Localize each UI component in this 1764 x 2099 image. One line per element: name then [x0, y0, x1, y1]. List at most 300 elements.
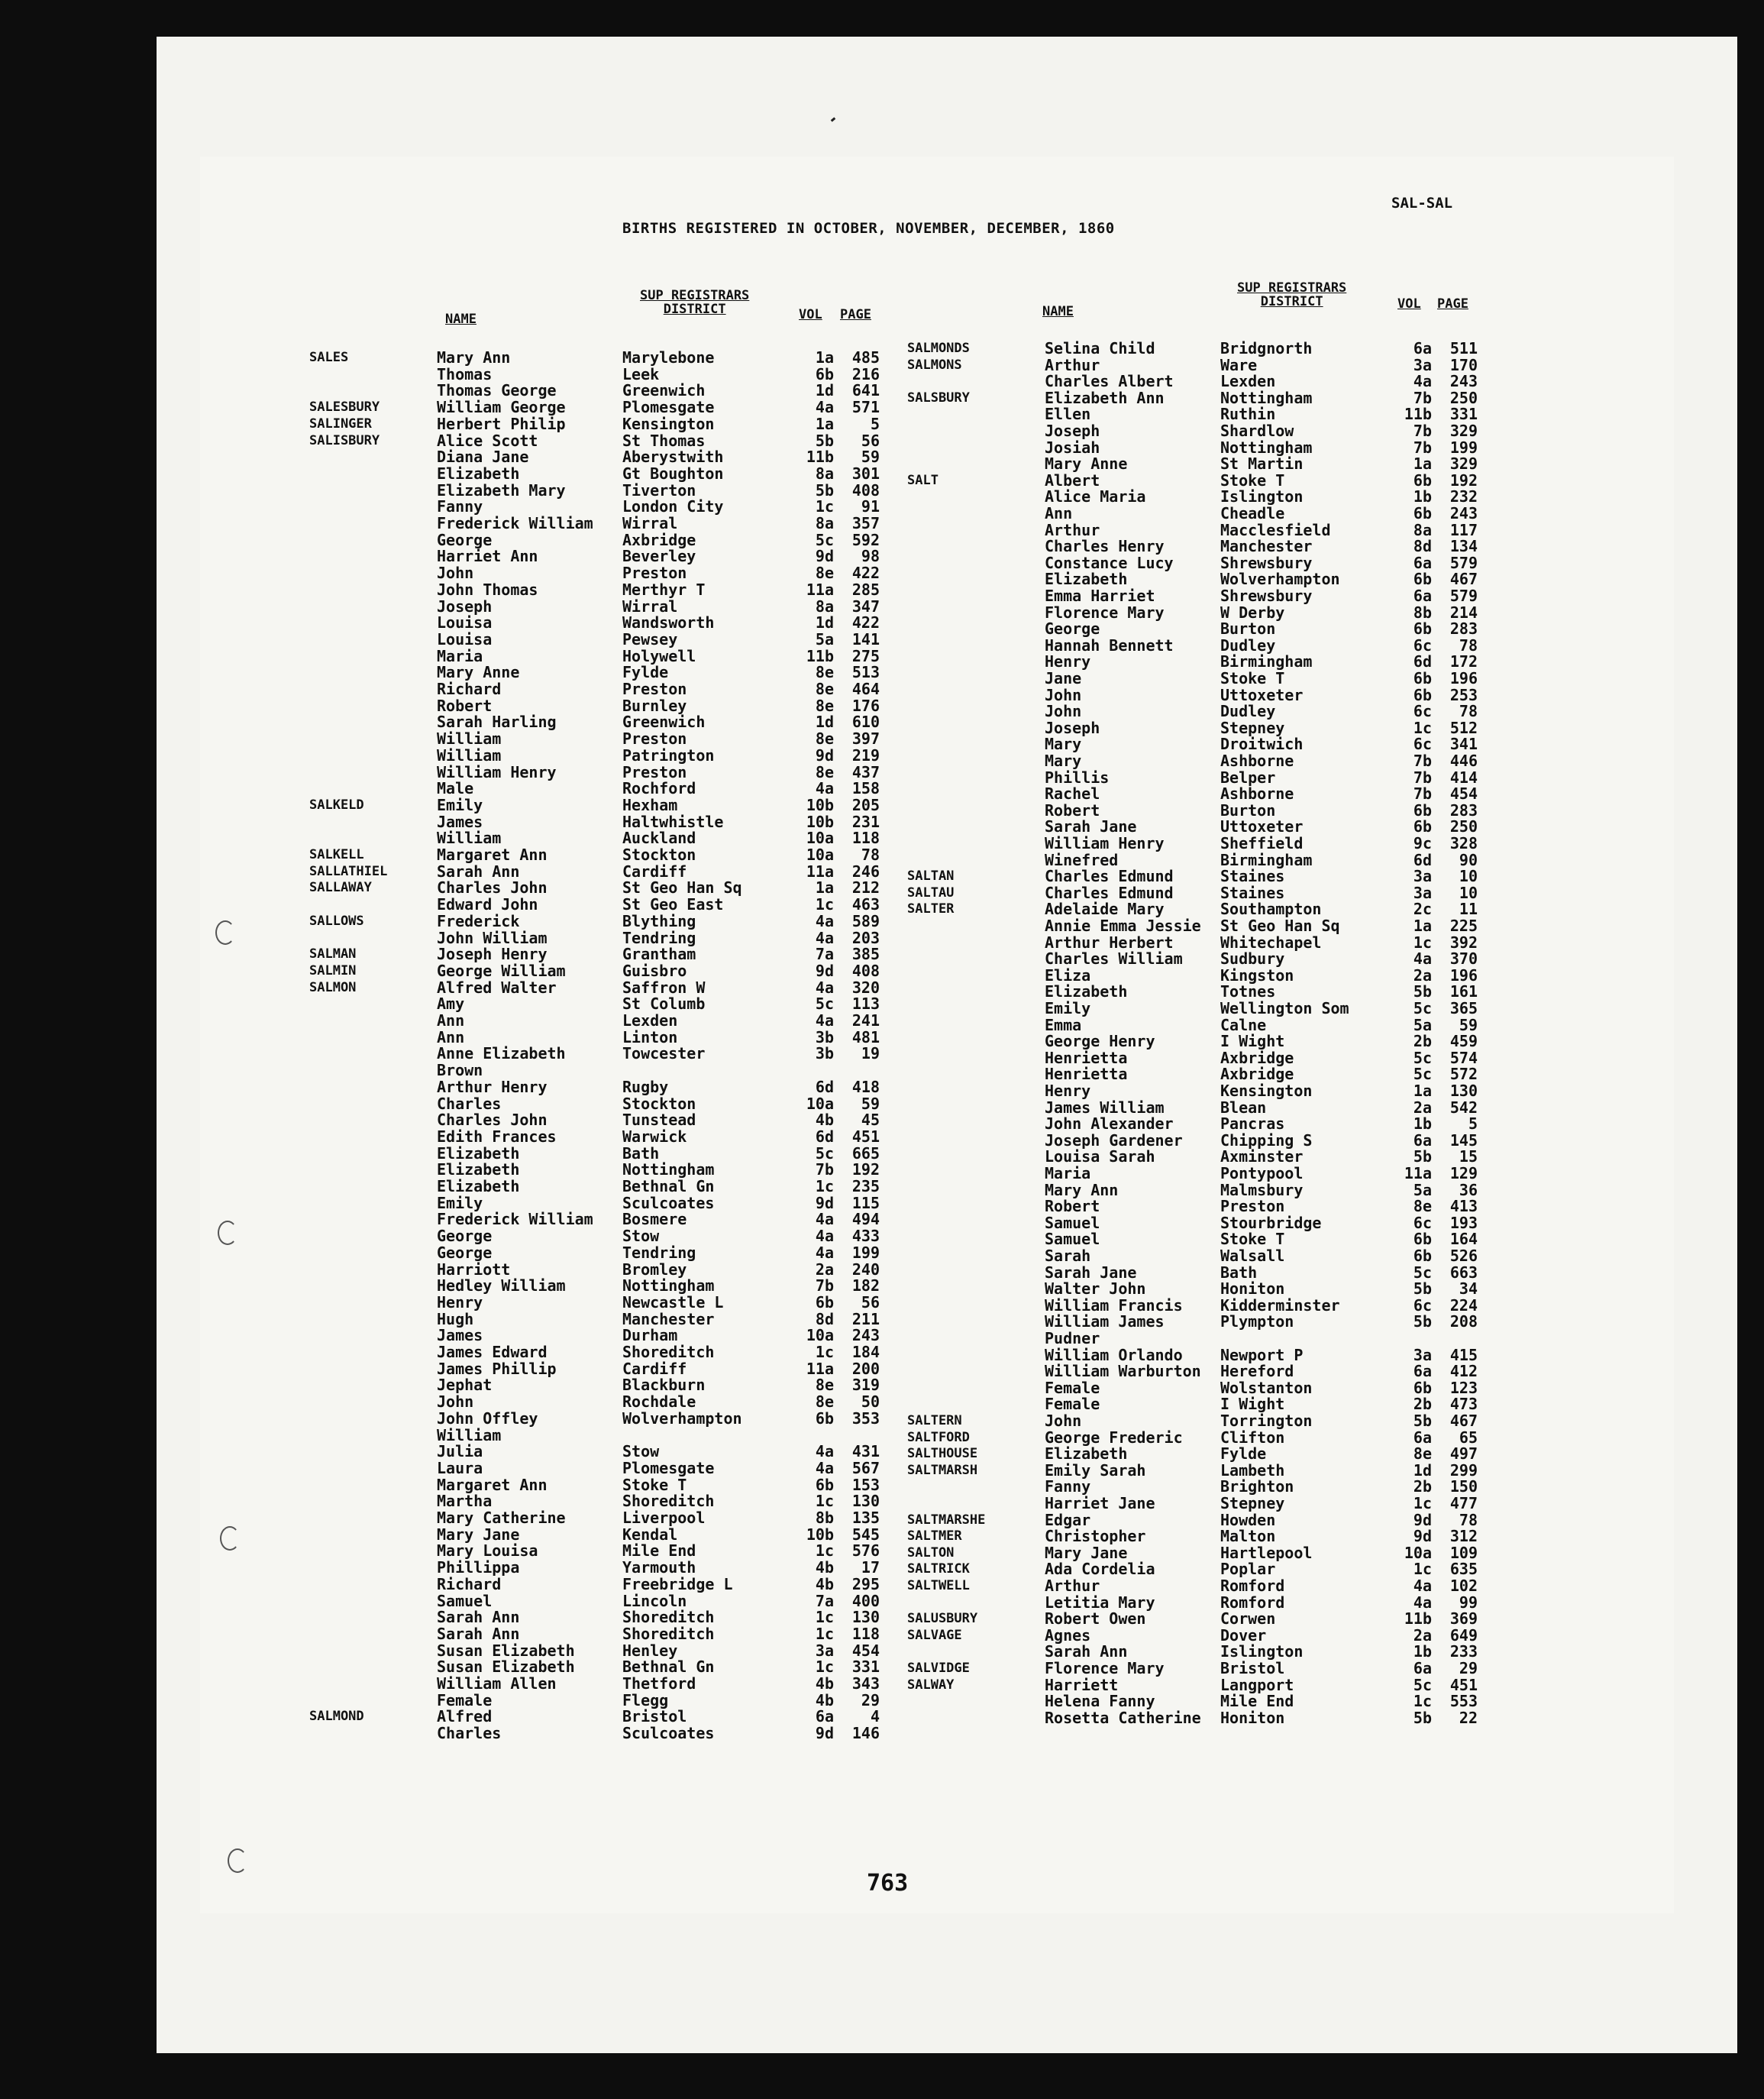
entry-forenames: Walter John — [1045, 1279, 1146, 1299]
entry-page-ref: 283 — [1449, 800, 1478, 820]
entry-page-ref: 512 — [1449, 718, 1478, 737]
entry-forenames: John — [437, 1392, 474, 1412]
entry-district: Walsall — [1220, 1247, 1285, 1265]
entry-forenames: Joseph Henry — [437, 945, 548, 964]
entry-forenames: Martha — [437, 1492, 493, 1511]
entry-forenames: William Henry — [1045, 834, 1165, 852]
entry-district: Tendring — [622, 1243, 696, 1262]
entry-volume: 8e — [815, 1392, 834, 1412]
entry-volume: 1c — [1413, 933, 1432, 952]
entry-forenames: Henrietta — [1045, 1048, 1128, 1067]
entry-forenames: Laura — [437, 1458, 483, 1477]
entry-volume: 4a — [815, 978, 834, 997]
entry-forenames: Robert — [437, 696, 493, 715]
right-district-header — [1237, 281, 1346, 309]
entry-page-ref: 208 — [1449, 1312, 1478, 1331]
entry-district: Plomesgate — [622, 398, 715, 417]
entry-volume: 7b — [1413, 388, 1432, 407]
entry-forenames: Anne Elizabeth — [437, 1044, 566, 1063]
entry-page-ref: 329 — [1449, 422, 1478, 440]
entry-surname: SALTFORD — [907, 1429, 970, 1445]
entry-district: Wolverhampton — [1220, 570, 1340, 589]
entry-volume: 7b — [815, 1160, 834, 1179]
entry-district: St Columb — [622, 995, 706, 1014]
entry-volume: 6a — [815, 1707, 834, 1726]
entry-forenames: William George — [437, 398, 566, 417]
entry-district: Holywell — [622, 646, 696, 665]
entry-district: Newcastle L — [622, 1292, 724, 1311]
entry-page-ref: 400 — [851, 1591, 880, 1610]
entry-page-ref: 485 — [851, 348, 880, 367]
entry-district: Henley — [622, 1641, 678, 1660]
entry-volume: 1c — [1413, 1494, 1432, 1512]
entry-district: Cardiff — [622, 1359, 687, 1378]
entry-page-ref: 56 — [861, 1292, 880, 1311]
entry-forenames: Sarah Ann — [437, 862, 520, 881]
entry-district: Burton — [1220, 800, 1276, 820]
entry-district: Stourbridge — [1220, 1213, 1322, 1232]
entry-volume: 11b — [1404, 1609, 1432, 1628]
entry-page-ref: 353 — [851, 1408, 880, 1428]
entry-page-ref: 59 — [861, 1094, 880, 1113]
entry-volume: 11a — [806, 862, 834, 881]
entry-volume: 1c — [815, 1343, 834, 1361]
entry-volume: 8e — [815, 1376, 834, 1395]
entry-forenames: Joseph — [437, 597, 493, 616]
entry-volume: 6b — [1413, 570, 1432, 589]
entry-district: Wandsworth — [622, 613, 715, 632]
entry-forenames: Sarah Harling — [437, 713, 557, 732]
entry-volume: 4b — [815, 1674, 834, 1693]
entry-volume: 8e — [815, 762, 834, 781]
entry-forenames: George — [437, 530, 493, 549]
entry-volume: 9d — [815, 547, 834, 566]
entry-page-ref: 553 — [1449, 1692, 1478, 1711]
entry-district: Nottingham — [1220, 388, 1313, 407]
entry-district: Wirral — [622, 597, 678, 616]
entry-volume: 6b — [1413, 669, 1432, 687]
entry-volume: 4a — [815, 1458, 834, 1477]
entry-page-ref: 59 — [1459, 1015, 1478, 1034]
entry-district: Mile End — [622, 1541, 696, 1561]
entry-page-ref: 15 — [1459, 1147, 1478, 1166]
entry-district: Hexham — [622, 795, 678, 814]
entry-district: Torrington — [1220, 1412, 1313, 1430]
entry-forenames: Elizabeth Mary — [437, 480, 566, 500]
entry-volume: 6b — [1413, 685, 1432, 704]
entry-district: Grantham — [622, 945, 696, 964]
entry-volume: 9d — [815, 961, 834, 980]
entry-forenames: Jephat — [437, 1376, 493, 1395]
entry-forenames: Sarah Ann — [437, 1624, 520, 1643]
entry-forenames: Female — [1045, 1395, 1100, 1414]
entry-forenames: Charles Albert — [1045, 372, 1174, 391]
entry-page-ref: 464 — [851, 680, 880, 698]
entry-volume: 4a — [815, 1442, 834, 1461]
entry-forenames: Letitia Mary — [1045, 1593, 1155, 1612]
entry-district: Staines — [1220, 883, 1285, 902]
entry-volume: 6b — [815, 364, 834, 383]
entry-page-ref: 497 — [1449, 1444, 1478, 1463]
entry-district: Kensington — [1220, 1082, 1313, 1100]
entry-volume: 6a — [1413, 1130, 1432, 1150]
entry-district: Burton — [1220, 619, 1276, 639]
entry-district: Kendal — [622, 1525, 678, 1544]
entry-district: Birmingham — [1220, 850, 1313, 869]
entry-volume: 8e — [1413, 1444, 1432, 1463]
entry-surname: SALTHOUSE — [907, 1446, 978, 1462]
entry-page-ref: 341 — [1449, 735, 1478, 754]
entry-district: Chipping S — [1220, 1130, 1313, 1150]
entry-district: Preston — [622, 762, 687, 781]
entry-forenames: James Phillip — [437, 1359, 557, 1378]
entry-district: Malton — [1220, 1527, 1276, 1546]
entry-volume: 1a — [1413, 917, 1432, 935]
entry-page-ref: 29 — [861, 1690, 880, 1709]
entry-forenames: Henry — [437, 1292, 483, 1311]
entry-district: Preston — [622, 729, 687, 749]
entry-forenames: Margaret Ann — [437, 846, 548, 864]
entry-volume: 4a — [1413, 1577, 1432, 1595]
entry-district: Uttoxeter — [1220, 817, 1304, 836]
entry-page-ref: 408 — [851, 961, 880, 980]
entry-volume: 1d — [815, 613, 834, 632]
entry-district: Nottingham — [1220, 438, 1313, 457]
entry-forenames: Sarah Jane — [1045, 817, 1137, 836]
entry-volume: 6d — [1413, 850, 1432, 869]
entry-forenames: John — [1045, 1412, 1082, 1430]
entry-forenames: Mary Ann — [437, 348, 511, 367]
entry-district: Rochdale — [622, 1392, 696, 1412]
entry-forenames: John — [1045, 702, 1082, 721]
entry-volume: 4b — [815, 1574, 834, 1593]
entry-forenames: Jane — [1045, 669, 1082, 687]
entry-district: Macclesfield — [1220, 520, 1331, 539]
entry-volume: 3a — [1413, 1345, 1432, 1364]
entry-forenames: Elizabeth — [437, 1143, 520, 1163]
entry-forenames: John Offley — [437, 1408, 538, 1428]
entry-page-ref: 275 — [851, 646, 880, 665]
entry-district: Uttoxeter — [1220, 685, 1304, 704]
entry-forenames: Thomas — [437, 364, 493, 383]
entry-volume: 7b — [1413, 438, 1432, 457]
entry-page-ref: 98 — [861, 547, 880, 566]
entry-forenames: Edward John — [437, 895, 538, 914]
entry-forenames: Louisa — [437, 629, 493, 648]
entry-district: Towcester — [622, 1044, 706, 1063]
entry-page-ref: 170 — [1449, 355, 1478, 374]
entry-volume: 9d — [815, 1193, 834, 1212]
entry-forenames: William Warburton — [1045, 1362, 1201, 1381]
entry-forenames: George William — [437, 961, 566, 980]
entry-forenames: Harriet Jane — [1045, 1494, 1155, 1512]
entry-forenames: Alice Maria — [1045, 487, 1146, 506]
entry-surname: SALTMARSHE — [907, 1512, 986, 1528]
entry-district: Sudbury — [1220, 949, 1285, 969]
entry-forenames: Joseph Gardener — [1045, 1130, 1183, 1150]
entry-surname: SALINGER — [309, 416, 372, 432]
entry-district: Stepney — [1220, 718, 1285, 737]
entry-forenames: Alfred Walter — [437, 978, 557, 997]
entry-page-ref: 451 — [1449, 1675, 1478, 1694]
entry-district: Honiton — [1220, 1708, 1285, 1727]
entry-forenames: Louisa — [437, 613, 493, 632]
entry-forenames: Elizabeth — [437, 464, 520, 483]
entry-page-ref: 231 — [851, 812, 880, 831]
punch-hole-mark — [220, 1526, 240, 1551]
entry-page-ref: 146 — [851, 1724, 880, 1743]
district-header-line1: SUP REGISTRARS — [1237, 280, 1347, 296]
entry-page-ref: 545 — [851, 1525, 880, 1544]
entry-forenames: Alfred — [437, 1707, 493, 1726]
entry-forenames: Mary Anne — [1045, 454, 1128, 474]
entry-volume: 8a — [815, 597, 834, 616]
entry-volume: 6a — [1413, 339, 1432, 357]
entry-volume: 5a — [815, 629, 834, 648]
entry-district: Shoreditch — [622, 1492, 715, 1511]
entry-forenames: Julia — [437, 1442, 483, 1461]
entry-forenames: Richard — [437, 1574, 502, 1593]
entry-page-ref: 250 — [1449, 388, 1478, 407]
entry-district: Liverpool — [622, 1509, 706, 1527]
entry-volume: 1c — [1413, 718, 1432, 737]
entry-volume: 1a — [815, 414, 834, 433]
entry-district: Corwen — [1220, 1609, 1276, 1628]
entry-district: Lexden — [1220, 372, 1276, 391]
entry-surname: SALTER — [907, 901, 955, 917]
entry-district: Whitechapel — [1220, 933, 1322, 952]
entry-volume: 5b — [815, 480, 834, 500]
entry-page-ref: 576 — [851, 1541, 880, 1561]
entry-volume: 6b — [1413, 504, 1432, 522]
entry-forenames: William — [437, 829, 502, 848]
entry-page-ref: 467 — [1449, 1412, 1478, 1430]
entry-volume: 1c — [1413, 1692, 1432, 1711]
entry-forenames: Sarah Ann — [437, 1608, 520, 1627]
entry-forenames: Christopher — [1045, 1527, 1146, 1546]
entry-page-ref: 10 — [1459, 883, 1478, 902]
entry-volume: 1d — [815, 381, 834, 400]
entry-volume: 3a — [1413, 355, 1432, 374]
entry-volume: 1a — [815, 348, 834, 367]
entry-page-ref: 240 — [851, 1260, 880, 1279]
entry-forenames: Elizabeth Ann — [1045, 388, 1165, 407]
page-number: 763 — [867, 1870, 909, 1897]
entry-district: Blything — [622, 911, 696, 930]
entry-district: Lincoln — [622, 1591, 687, 1610]
entry-volume: 4a — [815, 1227, 834, 1246]
entry-volume: 5b — [1413, 1312, 1432, 1331]
entry-surname: SALLATHIEL — [309, 863, 388, 879]
entry-page-ref: 199 — [851, 1243, 880, 1262]
entry-page-ref: 115 — [851, 1193, 880, 1212]
entry-page-ref: 635 — [1449, 1560, 1478, 1579]
entry-page-ref: 567 — [851, 1458, 880, 1477]
entry-page-ref — [1436, 1330, 1478, 1347]
entry-district: Bosmere — [622, 1210, 687, 1229]
entry-surname: SALTAU — [907, 885, 955, 901]
entry-volume: 5c — [815, 995, 834, 1014]
entry-page-ref — [838, 1062, 880, 1079]
entry-page-ref: 145 — [1449, 1130, 1478, 1150]
entry-forenames: George Henry — [1045, 1032, 1155, 1051]
entry-forenames: George — [437, 1243, 493, 1262]
entry-forenames: James William — [1045, 1098, 1165, 1117]
entry-forenames: John — [1045, 685, 1082, 704]
entry-district: Dudley — [1220, 636, 1276, 655]
entry-district: Sculcoates — [622, 1724, 715, 1743]
entry-district: Clifton — [1220, 1428, 1285, 1447]
entry-forenames: Hedley William — [437, 1276, 566, 1295]
entry-forenames: Arthur — [1045, 1577, 1100, 1595]
entry-district: Saffron W — [622, 978, 706, 997]
entry-surname: SALUSBURY — [907, 1611, 978, 1627]
entry-district: Wellington Som — [1220, 999, 1349, 1017]
entry-page-ref: 56 — [861, 431, 880, 450]
entry-volume — [799, 1427, 834, 1444]
entry-forenames: Louisa Sarah — [1045, 1147, 1155, 1166]
entry-forenames: Charles Henry — [1045, 537, 1165, 556]
entry-volume: 11b — [806, 646, 834, 665]
entry-forenames: Samuel — [1045, 1213, 1100, 1232]
entry-page-ref: 78 — [1459, 1510, 1478, 1529]
entry-volume — [799, 1062, 834, 1079]
entry-volume: 8e — [815, 729, 834, 749]
entry-forenames: Robert Owen — [1045, 1609, 1146, 1628]
entry-district: Nottingham — [622, 1276, 715, 1295]
entry-forenames: Harriott — [437, 1260, 511, 1279]
entry-page-ref: 34 — [1459, 1279, 1478, 1299]
entry-volume: 9c — [1413, 834, 1432, 852]
entry-page-ref: 431 — [851, 1442, 880, 1461]
entry-page-ref: 513 — [851, 663, 880, 682]
entry-volume: 7b — [815, 1276, 834, 1295]
entry-district: Hereford — [1220, 1362, 1294, 1381]
entry-page-ref: 212 — [851, 878, 880, 897]
entry-page-ref: 45 — [861, 1111, 880, 1130]
entry-district: Wirral — [622, 514, 678, 532]
entry-page-ref: 579 — [1449, 553, 1478, 572]
entry-page-ref: 250 — [1449, 817, 1478, 836]
entry-district: Lambeth — [1220, 1460, 1285, 1480]
entry-page-ref: 454 — [1449, 784, 1478, 804]
entry-district: Shardlow — [1220, 422, 1294, 440]
district-header-line1: SUP REGISTRARS — [640, 288, 750, 303]
entry-district: Southampton — [1220, 900, 1322, 919]
entry-district: Brighton — [1220, 1477, 1294, 1496]
entry-forenames: Arthur — [1045, 355, 1100, 374]
entry-district: Merthyr T — [622, 580, 706, 599]
entry-page-ref: 164 — [1449, 1230, 1478, 1249]
entry-forenames: Joseph — [1045, 718, 1100, 737]
entry-page-ref: 329 — [1449, 454, 1478, 474]
entry-district: Patrington — [622, 745, 715, 765]
entry-surname: SALLAWAY — [309, 880, 372, 896]
entry-district: Flegg — [622, 1690, 669, 1709]
entry-volume: 11a — [806, 580, 834, 599]
entry-volume: 6b — [815, 1475, 834, 1494]
entry-forenames: Albert — [1045, 471, 1100, 490]
entry-page-ref: 412 — [1449, 1362, 1478, 1381]
entry-forenames: Amy — [437, 995, 465, 1014]
entry-page-ref: 365 — [1449, 999, 1478, 1017]
entry-district: Bristol — [622, 1707, 687, 1726]
entry-surname: SALLOWS — [309, 913, 364, 929]
entry-forenames: Robert — [1045, 1197, 1100, 1216]
entry-district: Hartlepool — [1220, 1543, 1313, 1562]
entry-forenames: Male — [437, 779, 474, 798]
entry-district: Marylebone — [622, 348, 715, 367]
entry-volume: 6d — [1413, 652, 1432, 671]
entry-district: Pewsey — [622, 629, 678, 648]
entry-forenames: William James — [1045, 1312, 1165, 1331]
entry-page-ref: 477 — [1449, 1494, 1478, 1512]
entry-volume: 4a — [815, 398, 834, 417]
entry-forenames: Mary Catherine — [437, 1509, 566, 1527]
entry-surname: SALTWELL — [907, 1578, 970, 1593]
entry-district: Rochford — [622, 779, 696, 798]
entry-forenames: Alice Scott — [437, 431, 538, 450]
entry-district: Nottingham — [622, 1160, 715, 1179]
entry-forenames: Hugh — [437, 1309, 474, 1328]
entry-forenames: Arthur Henry — [437, 1077, 548, 1096]
entry-district: Stockton — [622, 846, 696, 864]
entry-volume: 5b — [1413, 1147, 1432, 1166]
entry-page-ref: 130 — [851, 1608, 880, 1627]
left-name-header: NAME — [445, 312, 477, 327]
entry-page-ref: 5 — [870, 414, 880, 433]
entry-volume: 4a — [815, 911, 834, 930]
entry-page-ref: 141 — [851, 629, 880, 648]
entry-forenames: Hannah Bennett — [1045, 636, 1174, 655]
entry-district: Newport P — [1220, 1345, 1304, 1364]
entry-district: Stepney — [1220, 1494, 1285, 1512]
entry-forenames: Diana Jane — [437, 448, 529, 467]
entry-volume: 5a — [1413, 1180, 1432, 1199]
entry-volume: 8e — [815, 564, 834, 583]
entry-page-ref: 243 — [1449, 372, 1478, 391]
entry-page-ref: 526 — [1449, 1247, 1478, 1265]
entry-page-ref: 413 — [1449, 1197, 1478, 1216]
entry-page-ref: 135 — [851, 1509, 880, 1527]
entry-volume — [1397, 1330, 1432, 1347]
entry-volume: 6c — [1413, 1213, 1432, 1232]
entry-forenames: James Edward — [437, 1343, 548, 1361]
entry-forenames: George Frederic — [1045, 1428, 1183, 1447]
entry-forenames: Charles Edmund — [1045, 883, 1174, 902]
entry-page-ref: 243 — [851, 1326, 880, 1345]
entry-page-ref: 129 — [1449, 1164, 1478, 1182]
entry-page-ref: 320 — [851, 978, 880, 997]
entry-district: Axbridge — [1220, 1065, 1294, 1084]
entry-page-ref: 176 — [851, 696, 880, 715]
entry-volume: 7a — [815, 1591, 834, 1610]
entry-district: Linton — [622, 1027, 678, 1046]
entry-volume: 1b — [1413, 487, 1432, 506]
entry-page-ref: 232 — [1449, 487, 1478, 506]
entry-surname: SALVAGE — [907, 1627, 962, 1643]
entry-volume: 2a — [1413, 1625, 1432, 1645]
entry-forenames: Arthur — [1045, 520, 1100, 539]
entry-volume: 6b — [1413, 800, 1432, 820]
entry-forenames: Brown — [437, 1061, 483, 1080]
entry-volume: 5c — [815, 530, 834, 549]
entry-forenames: Joseph — [1045, 422, 1100, 440]
left-vol-header: VOL — [799, 307, 822, 322]
entry-page-ref: 243 — [1449, 504, 1478, 522]
district-header-line2: DISTRICT — [663, 302, 726, 317]
entry-district: St Martin — [1220, 454, 1304, 474]
